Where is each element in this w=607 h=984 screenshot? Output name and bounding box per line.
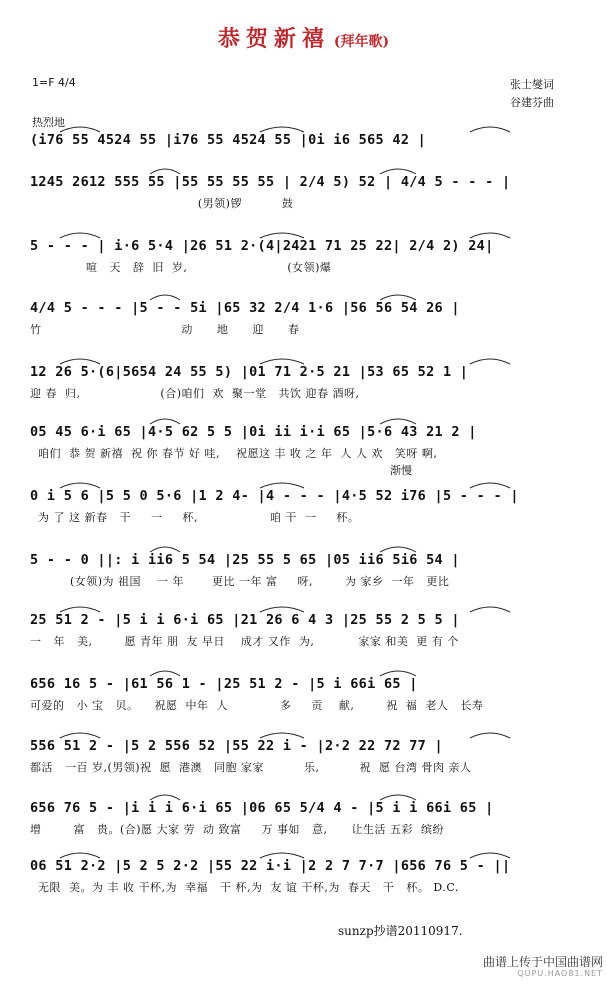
notation-line: 25 51 2 - |5 i i 6·i 65 |21 26 6 4 3 |25 55 2 5 5 | [30,612,460,628]
lyric-line: 可爱的 小 宝 贝。 祝愿 中年 人 多 贡 献, 祝 福 老人 长寿 [30,699,484,712]
notation-line: (i76 55 4524 55 |i76 55 4524 55 |0i i6 565 42 | [30,132,427,148]
watermark-url: QUPU.HAO81.NET [517,969,603,978]
notation-line: 06 51 2·2 |5 2 5 2·2 |55 22 i·i |2 2 7 7·7 |656 76 5 - || [30,858,511,874]
notation-line: 4/4 5 - - - |5 - - 5i |65 32 2/4 1·6 |56 56 54 26 | [30,300,460,316]
notation-line: 656 16 5 - |61 56 1 - |25 51 2 - |5 i 66i 65 | [30,676,418,692]
notation-line: 5 - - 0 ||: i ii6 5 54 |25 55 5 65 |05 ii6 5i6 54 | [30,552,460,568]
tempo-change-marking: 渐慢 [390,464,412,477]
notation-line: 12 26 5·(6|5654 24 55 5) |01 71 2·5 21 |53 65 52 1 | [30,364,469,380]
lyric-line: (女领)为 祖国 一 年 更比 一年 富 呀, 为 家乡 一年 更比 [30,575,450,588]
key-signature: 1=F 4/4 [32,76,76,89]
transcriber-note: sunzp抄谱20110917. [338,924,463,938]
notation-line: 1245 2612 555 55 |55 55 55 55 | 2/4 5) 52 | 4/4 5 - - - | [30,174,511,190]
song-subtitle: (拜年歌) [333,34,390,50]
lyric-line: 都活 一百 岁,(男领)祝 愿 港澳 同胞 家家 乐, 祝 愿 台湾 骨肉 亲人 [30,761,472,774]
lyric-line: 迎 春 归, (合)咱们 欢 聚一堂 共饮 迎春 酒呀, [30,387,360,400]
lyric-line: 竹 动 地 迎 春 [30,323,300,336]
composer: 谷建芬曲 [510,96,554,109]
lyric-line: 咱们 恭 贺 新禧 祝 你 春节 好 哇, 祝愿这 丰 收 之 年 人 人 欢 笑呀 啊, [30,447,438,460]
watermark-text: 曲谱上传于中国曲谱网 [482,955,603,969]
score-title [0,22,607,53]
lyric-line: 为 了 这 新春 干 一 杯, 咱 干 一 杯。 [30,511,360,524]
lyric-line: 增 富 贵。(合)愿 大家 劳 动 致富 万 事如 意, 让生活 五彩 缤纷 [30,823,444,836]
site-watermark [483,956,603,980]
song-title: 恭贺新禧 [217,26,330,52]
notation-line: 5 - - - | i·6 5·4 |26 51 2·(4|2421 71 25 22| 2/4 2) 24| [30,238,494,254]
lyric-line: 一 年 美, 愿 青年 朋 友 早日 成才 又作 为, 家家 和美 更 有 个 [30,635,459,648]
lyric-line: 喧 天 辞 旧 岁, (女领)爆 [30,261,332,274]
notation-line: 556 51 2 - |5 2 556 52 |55 22 i - |2·2 22 72 77 | [30,738,443,754]
lyric-line: (男领)锣 鼓 [30,197,294,210]
lyric-line: 无限 美。为 丰 收 干杯,为 幸福 干 杯,为 友 谊 干杯,为 春天 干 杯。 D.C. [30,881,459,894]
notation-line: 0 i 5 6 |5 5 0 5·6 |1 2 4- |4 - - - |4·5 52 i76 |5 - - - | [30,488,519,504]
tempo-marking: 热烈地 [32,116,65,129]
lyricist: 张士燮词 [510,78,554,91]
notation-line: 656 76 5 - |i i i 6·i 65 |06 65 5/4 4 - |5 i i 66i 65 | [30,800,494,816]
notation-line: 05 45 6·i 65 |4·5 62 5 5 |0i ii i·i 65 |5·6 43 21 2 | [30,424,477,440]
